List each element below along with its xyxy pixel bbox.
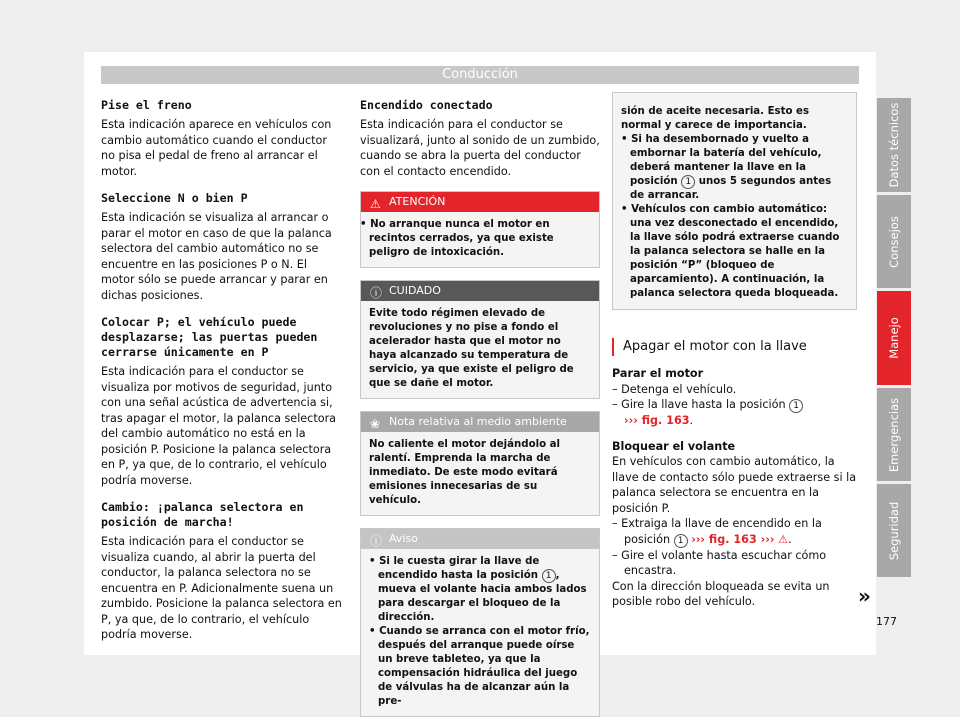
note-continuation-box	[612, 92, 857, 310]
warning-box	[360, 191, 600, 268]
message-text-select: Esta indicación se visualiza al arrancar o parar el motor en caso de que la palanca selectora del cambio automático no se encuentre en las posiciones P o N. El motor sólo se puede arrancar y parar en dichas posiciones.	[101, 211, 332, 302]
page-header: Conducción	[101, 66, 859, 84]
message-heading-brake: Pise el freno	[101, 98, 192, 112]
tab-consejos[interactable]: Consejos	[877, 195, 911, 288]
message-text-park: Esta indicación para el conductor se visualiza por motivos de seguridad, junto con una señal acústica de advertencia si, tras apagar el motor, la palanca selectora del cambio automático no está en la posición P. Posicione la palanca selectora en P, ya que, de lo contrario, el vehículo podría moverse.	[101, 365, 337, 487]
tab-emergencias[interactable]: Emergencias	[877, 388, 911, 481]
environment-box	[360, 411, 600, 516]
warning-text: • No arranque nunca el motor en recintos cerrados, ya que existe peligro de intoxicación.	[361, 212, 599, 267]
lock-wheel-text: En vehículos con cambio automático, la llave de contacto sólo puede extraerse si la palanca selectora se encuentra en la posición P.	[612, 455, 857, 515]
message-heading-select: Seleccione N o bien P	[101, 191, 248, 205]
note-info-icon: ⓘ	[370, 534, 383, 548]
environment-title: Nota relativa al medio ambiente	[389, 415, 567, 428]
figure-163-link[interactable]: ››› fig. 163	[624, 414, 690, 427]
message-heading-gear: Cambio: ¡palanca selectora en posición de marcha!	[101, 500, 304, 529]
warning-title: ATENCIÓN	[389, 195, 446, 208]
environment-text: No caliente el motor dejándolo al ralentí. Emprenda la marcha de inmediato. De este modo evitará emisiones innecesarias de su vehículo.	[361, 432, 599, 515]
position-1-marker: 1	[789, 399, 803, 413]
note-box	[360, 528, 600, 717]
lock-wheel-summary: Con la dirección bloqueada se evita un posible robo del vehículo.	[612, 579, 830, 608]
caution-box	[360, 280, 600, 399]
note-title: Aviso	[389, 532, 418, 545]
subheading-lock-wheel: Bloquear el volante	[612, 439, 736, 453]
caution-circle-icon: ⓘ	[370, 286, 383, 300]
column-left	[101, 98, 344, 643]
step-remove-key: – Extraiga la llave de encendido en la posición 1 ››› fig. 163 ››› ⚠.	[612, 517, 822, 546]
step-turn-wheel: – Gire el volante hasta escuchar cómo encastra.	[612, 548, 827, 577]
subheading-stop-engine: Parar el motor	[612, 367, 704, 380]
note-bullet-1: • Si le cuesta girar la llave de encendido hasta la posición 1 , mueva el volante hacia ambos lados para descargar el bloqueo de la dirección.	[369, 556, 587, 623]
note-bullet-3: • Si ha desembornado y vuelto a embornar la batería del vehículo, deberá mantener la llave en la posición 1 unos 5 segundos antes de arrancar.	[621, 134, 832, 201]
tab-seguridad[interactable]: Seguridad	[877, 484, 911, 577]
message-text-ignition: Esta indicación para el conductor se visualizará, junto al sonido de un zumbido, cuando se abra la puerta del conductor con el contacto encendido.	[360, 118, 600, 178]
tab-datos-tecnicos[interactable]: Datos técnicos	[877, 98, 911, 192]
position-1-marker: 1	[542, 569, 556, 583]
caution-title: CUIDADO	[389, 284, 441, 297]
warning-triangle-icon: ⚠	[370, 197, 381, 211]
position-1-marker: 1	[674, 534, 688, 548]
message-text-brake: Esta indicación aparece en vehículos con cambio automático cuando el conductor no pisa el pedal de freno al arrancar el motor.	[101, 118, 332, 178]
step-stop-vehicle: – Detenga el vehículo.	[612, 382, 737, 396]
step-turn-key: – Gire la llave hasta la posición 1 ››› fig. 163.	[612, 397, 857, 429]
chapter-tabs	[877, 98, 911, 580]
note-continuation-text: sión de aceite necesaria. Esto es normal y carece de importancia.	[621, 106, 810, 131]
message-heading-park: Colocar P; el vehículo puede desplazarse; las puertas pueden cerrarse únicamente en P	[101, 315, 318, 359]
tab-manejo[interactable]: Manejo	[877, 291, 911, 385]
position-1-marker: 1	[681, 175, 695, 189]
caution-text: Evite todo régimen elevado de revoluciones y no pise a fondo el acelerador hasta que el motor no haya alcanzado su temperatura de servicio, ya que existe el peligro de que se dañe el motor.	[361, 301, 599, 398]
warning-triangle-icon: ⚠	[778, 532, 789, 546]
column-middle	[360, 98, 600, 717]
message-text-gear: Esta indicación para el conductor se visualiza cuando, al abrir la puerta del conductor, la palanca selectora no se encuentra en P. Adicionalmente suena un zumbido. Posicione la palanca selectora en P, ya que, de lo contrario, el vehículo podría moverse.	[101, 535, 342, 641]
section-title: Apagar el motor con la llave	[612, 338, 857, 356]
environment-leaf-icon: ❀	[370, 417, 381, 431]
page-number: 177	[876, 615, 897, 628]
note-bullet-2: • Cuando se arranca con el motor frío, después del arranque puede oírse un breve tableteo, ya que la compensación hidráulica del juego de válvulas ha de alcanzar aún la pre-	[369, 626, 590, 707]
message-heading-ignition: Encendido conectado	[360, 98, 493, 112]
figure-163-link[interactable]: ››› fig. 163 ›››	[691, 532, 775, 546]
next-page-icon[interactable]: »	[858, 584, 871, 608]
note-bullet-4: • Vehículos con cambio automático: una vez desconectado el encendido, la llave sólo podrá extraerse cuando la palanca selectora se halle en la posición “P” (bloqueo de aparcamiento). A continuación, la palanca selectora queda bloqueada.	[621, 204, 840, 299]
column-right	[612, 92, 857, 610]
